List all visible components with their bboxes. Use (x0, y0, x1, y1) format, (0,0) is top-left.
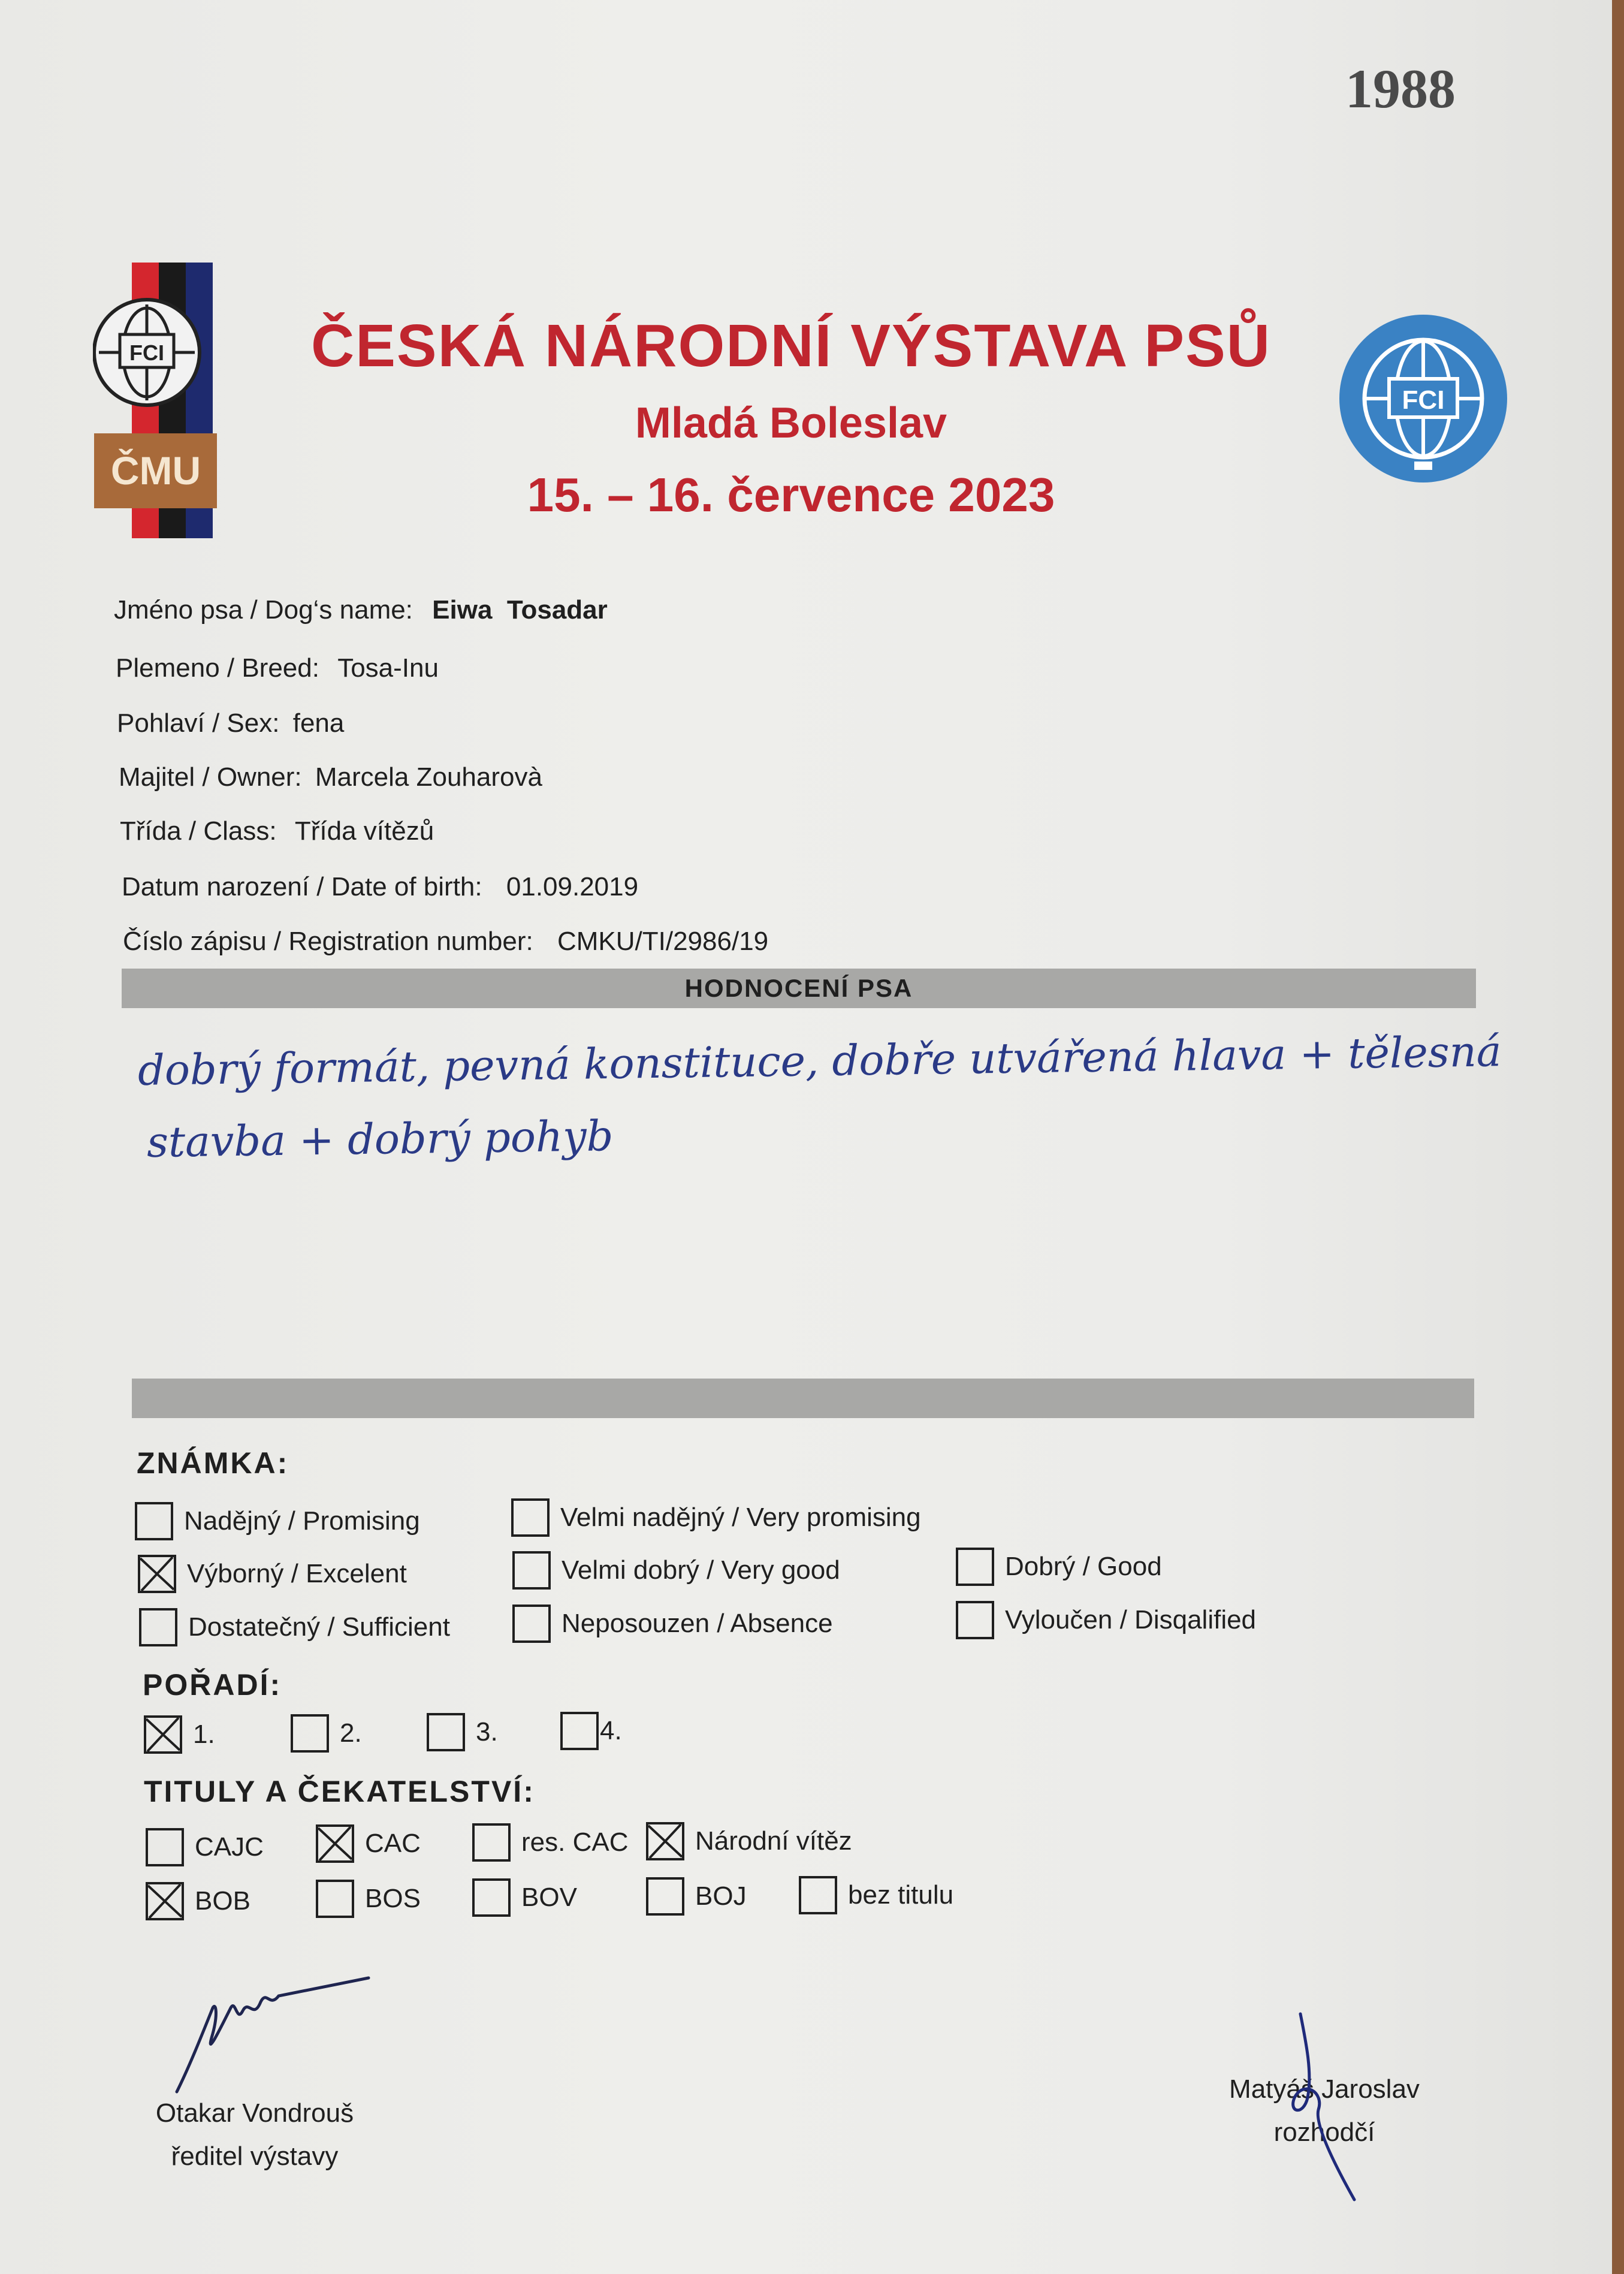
reg-value: CMKU/TI/2986/19 (557, 927, 769, 956)
breed-label: Plemeno / Breed: (116, 653, 319, 683)
option-label: Výborný / Excelent (187, 1559, 407, 1588)
checkbox[interactable] (146, 1882, 184, 1920)
grade-option[interactable] (139, 1608, 450, 1646)
judge-role: rozhodčí (1273, 2118, 1375, 2147)
title-option[interactable] (146, 1828, 264, 1866)
cmu-logo-text: ČMU (110, 448, 201, 493)
sex-value: fena (292, 708, 345, 738)
dog-name-label: Jméno psa / Dog‘s name: (114, 595, 413, 625)
checkbox[interactable] (646, 1822, 684, 1860)
checkbox[interactable] (138, 1555, 176, 1593)
option-label: 3. (476, 1717, 498, 1747)
checkbox[interactable] (956, 1601, 994, 1639)
option-label: res. CAC (521, 1827, 629, 1857)
check-x-mark (316, 1824, 354, 1863)
checkbox[interactable] (135, 1502, 173, 1540)
fci-globe-text: FCI (1402, 385, 1445, 415)
check-x-mark (646, 1822, 684, 1860)
check-x-mark (144, 1715, 182, 1754)
owner-value: Marcela Zouharovà (315, 762, 542, 792)
evaluation-divider (132, 1379, 1474, 1418)
show-title: ČESKÁ NÁRODNÍ VÝSTAVA PSŮ (310, 312, 1271, 379)
titles-heading: TITULY A ČEKATELSTVÍ: (144, 1775, 535, 1808)
sex-label: Pohlaví / Sex: (117, 708, 280, 738)
show-dates: 15. – 16. července 2023 (527, 468, 1055, 521)
title-option[interactable] (316, 1880, 421, 1918)
option-label: 1. (193, 1720, 215, 1749)
checkbox[interactable] (144, 1715, 182, 1754)
title-option[interactable] (799, 1876, 953, 1914)
field-class (120, 816, 434, 846)
title-option[interactable] (146, 1882, 250, 1920)
option-label: Nadějný / Promising (184, 1506, 420, 1536)
reg-label: Číslo zápisu / Registration number: (123, 927, 533, 956)
placement-option[interactable] (291, 1714, 362, 1753)
grade-option[interactable] (135, 1502, 420, 1540)
option-label: 4. (600, 1716, 622, 1745)
evaluation-heading: HODNOCENÍ PSA (122, 969, 1476, 1008)
title-option[interactable] (316, 1824, 421, 1863)
option-label: Dostatečný / Sufficient (188, 1612, 450, 1642)
owner-label: Majitel / Owner: (119, 762, 302, 792)
evaluation-line-1: dobrý formát, pevná konstituce, dobře utvářená hlava + tělesná (137, 1027, 1502, 1095)
checkbox[interactable] (316, 1824, 354, 1863)
option-label: BOV (521, 1883, 577, 1912)
director-block (114, 2092, 396, 2178)
placement-option[interactable] (144, 1715, 215, 1754)
fci-globe-logo (1336, 312, 1510, 485)
option-label: CAJC (195, 1832, 264, 1862)
option-label: Vyloučen / Disqalified (1005, 1605, 1257, 1634)
grade-option[interactable] (956, 1548, 1162, 1586)
field-registration-number (123, 927, 768, 957)
option-label: 2. (340, 1718, 362, 1748)
checkbox[interactable] (799, 1876, 837, 1914)
checkbox[interactable] (146, 1828, 184, 1866)
judge-name: Matyáš Jaroslav (1229, 2074, 1420, 2104)
checkbox[interactable] (427, 1713, 465, 1751)
checkbox[interactable] (139, 1608, 177, 1646)
director-signature (165, 1966, 381, 2104)
option-label: BOJ (695, 1881, 747, 1911)
option-label: CAC (365, 1829, 421, 1858)
grade-option[interactable] (956, 1601, 1256, 1639)
field-dog-name (114, 595, 608, 625)
evaluation-line-2: stavba + dobrý pohyb (146, 1111, 614, 1167)
checkbox[interactable] (511, 1498, 550, 1537)
breed-value: Tosa-Inu (337, 653, 439, 683)
option-label: Velmi nadějný / Very promising (560, 1503, 921, 1532)
option-label: bez titulu (848, 1880, 954, 1910)
check-x-mark (146, 1882, 184, 1920)
grade-option[interactable] (512, 1551, 840, 1590)
grade-heading: ZNÁMKA: (137, 1446, 289, 1480)
field-sex (117, 708, 344, 738)
field-owner (119, 762, 542, 792)
field-breed (116, 653, 439, 683)
fci-logo-text: FCI (129, 340, 164, 365)
dob-label: Datum narození / Date of birth: (122, 872, 482, 901)
option-label: Národní vítěz (695, 1826, 852, 1856)
checkbox[interactable] (512, 1551, 551, 1590)
placement-option[interactable] (427, 1713, 498, 1751)
show-city: Mladá Boleslav (635, 399, 947, 447)
checkbox[interactable] (316, 1880, 354, 1918)
sheet-number: 1988 (1345, 58, 1456, 119)
checkbox[interactable] (472, 1878, 511, 1917)
placement-option[interactable] (560, 1712, 622, 1750)
option-label: Neposouzen / Absence (562, 1609, 833, 1638)
grade-option[interactable] (512, 1605, 833, 1643)
checkbox[interactable] (512, 1605, 551, 1643)
title-option[interactable] (646, 1877, 747, 1916)
title-option[interactable] (472, 1823, 628, 1862)
director-name: Otakar Vondrouš (155, 2098, 354, 2128)
checkbox[interactable] (291, 1714, 329, 1753)
cmu-fci-logo (93, 263, 237, 538)
checkbox[interactable] (560, 1712, 599, 1750)
title-option[interactable] (646, 1822, 852, 1860)
director-role: ředitel výstavy (171, 2142, 339, 2171)
class-value: Třída vítězů (294, 816, 434, 846)
placement-heading: POŘADÍ: (143, 1668, 282, 1702)
checkbox[interactable] (956, 1548, 994, 1586)
judge-signature (1270, 2008, 1390, 2212)
check-x-mark (138, 1555, 176, 1593)
field-date-of-birth (122, 872, 638, 902)
title-option[interactable] (472, 1878, 577, 1917)
checkbox[interactable] (646, 1877, 684, 1916)
grade-option[interactable] (511, 1498, 921, 1537)
option-label: BOS (365, 1884, 421, 1913)
option-label: Dobrý / Good (1005, 1552, 1162, 1581)
dob-value: 01.09.2019 (506, 872, 639, 901)
grade-option[interactable] (138, 1555, 407, 1593)
dog-name-value: Eiwa Tosadar (432, 595, 608, 625)
class-label: Třída / Class: (120, 816, 277, 846)
option-label: Velmi dobrý / Very good (562, 1555, 840, 1585)
option-label: BOB (195, 1886, 250, 1916)
checkbox[interactable] (472, 1823, 511, 1862)
